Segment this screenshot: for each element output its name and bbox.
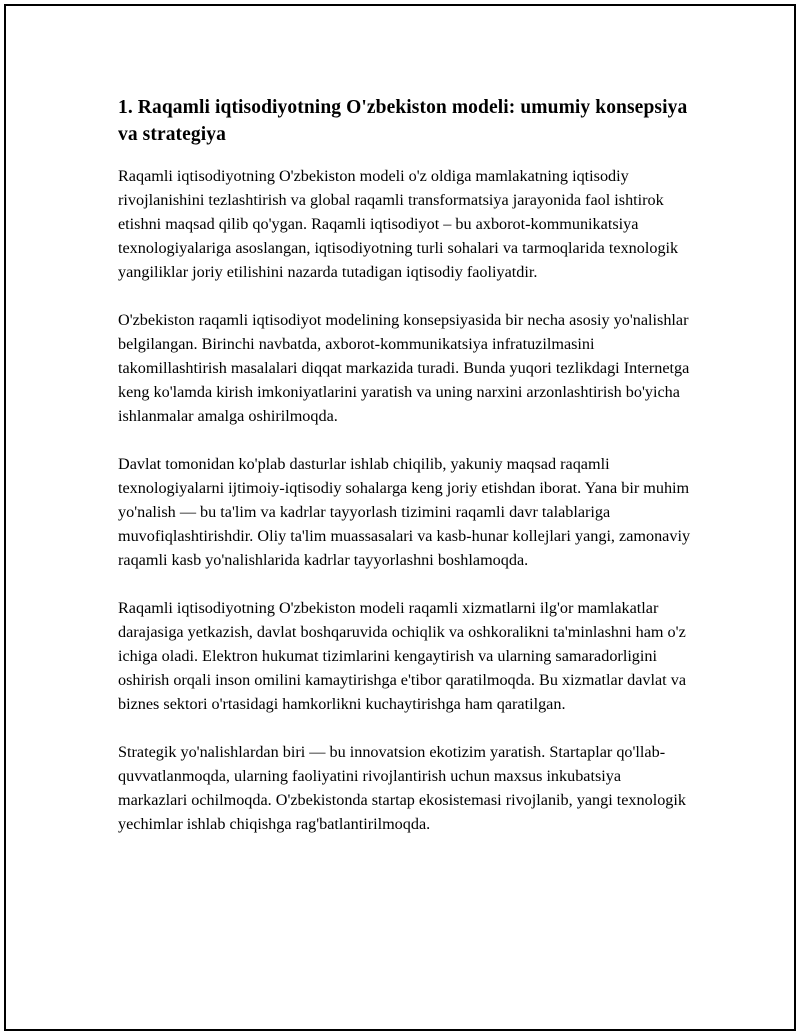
section-heading: 1. Raqamli iqtisodiyotning O'zbekiston modeli: umumiy konsepsiya va strategiya (118, 97, 688, 145)
paragraph-5: Strategik yo'nalishlardan biri — bu innovatsion ekotizim yaratish. Startaplar qo'llab-quvvatlanmoqda, ularning faoliyatini rivojlantirish uchun maxsus inkubatsiya markazlari ochilmoqda. O'zbekistonda startap ekosistemasi rivojlanib, yangi texnologik yechimlar ishlab chiqishga rag'batlantirilmoqda. (118, 743, 686, 833)
document-body (118, 94, 693, 860)
paragraph-1: Raqamli iqtisodiyotning O'zbekiston modeli o'z oldiga mamlakatning iqtisodiy rivojlanishini tezlashtirish va global raqamli transformatsiya jarayonida faol ishtirok etishni maqsad qilib qo'ygan. Raqamli iqtisodiyot – bu axborot-kommunikatsiya texnologiyalariga asoslangan, iqtisodiyotning turli sohalari va tarmoqlarida texnologik yangiliklar joriy etilishini nazarda tutadigan iqtisodiy faoliyatdir. (118, 167, 679, 281)
paragraph-3: Davlat tomonidan ko'plab dasturlar ishlab chiqilib, yakuniy maqsad raqamli texnologiyalarni ijtimoiy-iqtisodiy sohalarga keng joriy etishdan iborat. Yana bir muhim yo'nalish — bu ta'lim va kadrlar tayyorlash tizimini raqamli davr talablariga muvofiqlashtirishdir. Oliy ta'lim muassasalari va kasb-hunar kollejlari yangi, zamonaviy raqamli kasb yo'nalishlarida kadrlar tayyorlashni boshlamoqda. (118, 455, 691, 569)
paragraph-2: O'zbekiston raqamli iqtisodiyot modelining konsepsiyasida bir necha asosiy yo'nalishlar belgilangan. Birinchi navbatda, axborot-kommunikatsiya infratuzilmasini takomillashtirish masalalari diqqat markazida turadi. Bunda yuqori tezlikdagi Internetga keng ko'lamda kirish imkoniyatlarini yaratish va uning narxini arzonlashtirish bo'yicha ishlanmalar amalga oshirilmoqda. (118, 311, 690, 425)
paragraph-4: Raqamli iqtisodiyotning O'zbekiston modeli raqamli xizmatlarni ilg'or mamlakatlar darajasiga yetkazish, davlat boshqaruvida ochiqlik va oshkoralikni ta'minlashni ham o'z ichiga oladi. Elektron hukumat tizimlarini kengaytirish va ularning samaradorligini oshirish orqali inson omilini kamaytirishga e'tibor qaratilmoqda. Bu xizmatlar davlat va biznes sektori o'rtasidagi hamkorlikni kuchaytirishga ham qaratilgan. (118, 599, 687, 713)
